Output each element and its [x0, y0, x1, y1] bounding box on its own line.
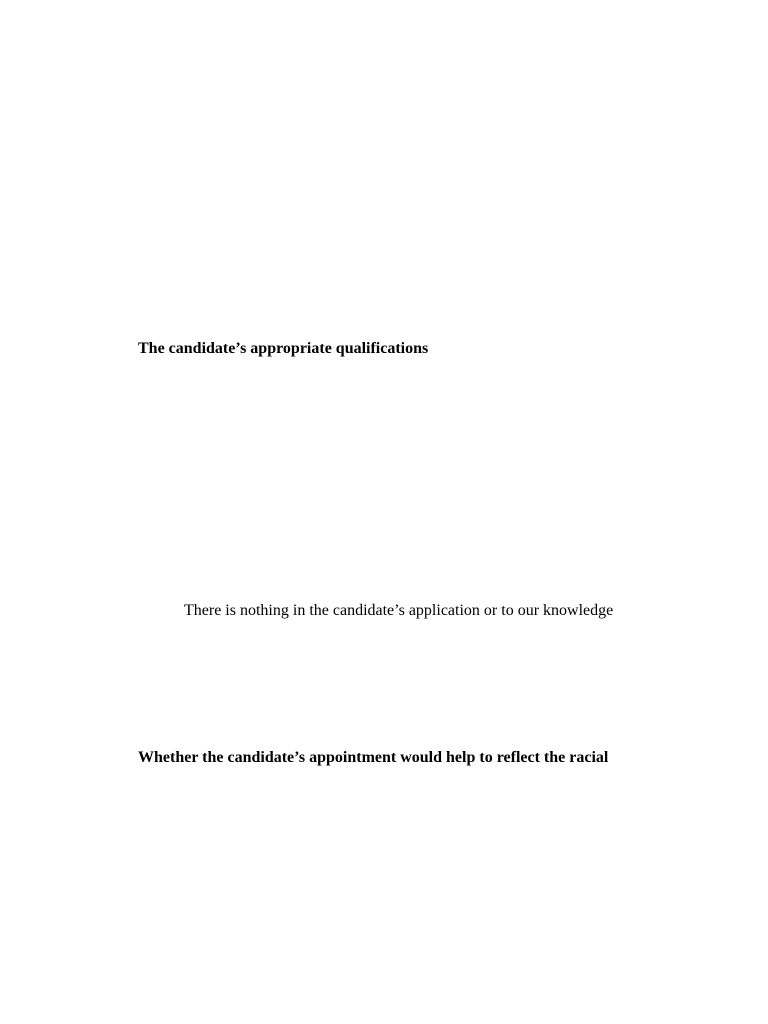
- section-heading-racial-reflection: Whether the candidate’s appointment would help to reflect the racial: [138, 749, 609, 766]
- paragraph-line-application: There is nothing in the candidate’s application or to our knowledge: [184, 602, 614, 619]
- section-heading-qualifications: The candidate’s appropriate qualifications: [138, 340, 429, 357]
